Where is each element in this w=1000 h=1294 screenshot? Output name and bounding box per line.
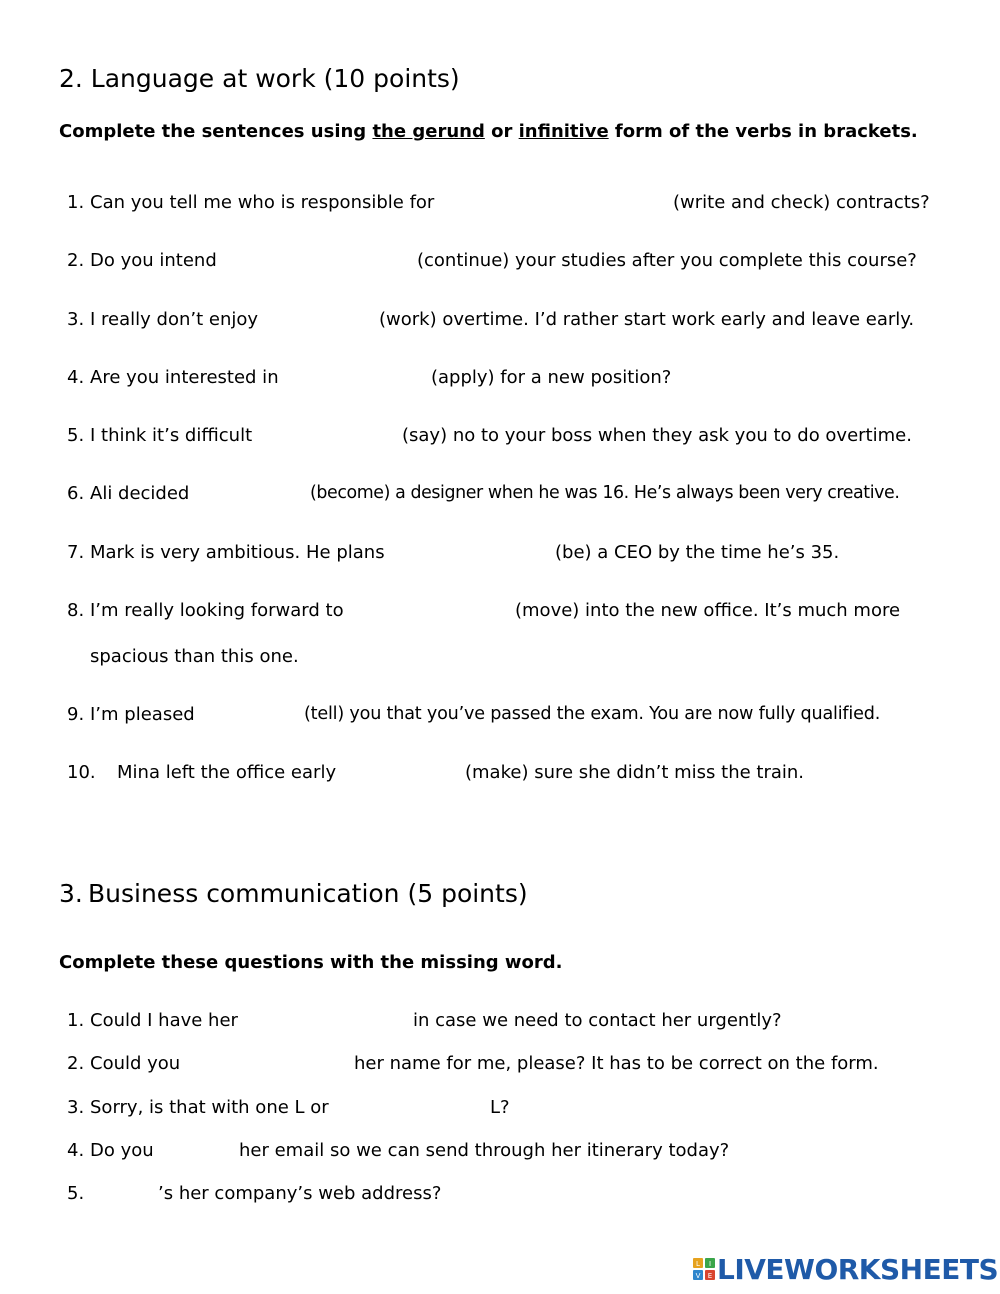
answer-input[interactable] <box>353 760 458 784</box>
answer-input[interactable] <box>462 190 667 214</box>
item-text-before: Could you <box>90 1053 181 1074</box>
item-text-after: (move) into the new office. It’s much more <box>515 600 901 621</box>
section-2-instruction <box>59 121 918 142</box>
item-text-before: Do you <box>90 1140 154 1161</box>
item-number: 2. <box>67 250 85 271</box>
item-text-after: L? <box>490 1097 510 1118</box>
answer-input[interactable] <box>272 423 396 447</box>
item-text-after: (be) a CEO by the time he’s 35. <box>555 542 840 563</box>
item-text-after: (work) overtime. I’d rather start work early and leave early. <box>379 309 915 330</box>
answer-input[interactable] <box>206 702 298 726</box>
item-number: 10. <box>67 762 96 783</box>
item-text-before: Mina left the office early <box>117 762 337 783</box>
item-text-after: (make) sure she didn’t miss the train. <box>465 762 805 783</box>
item-number: 1. <box>67 192 85 213</box>
answer-input[interactable] <box>192 1051 348 1075</box>
item-number: 3. <box>67 1097 85 1118</box>
item-text-after: in case we need to contact her urgently? <box>413 1010 782 1031</box>
item-number: 2. <box>67 1053 85 1074</box>
svg-text:E: E <box>707 1272 713 1280</box>
item-text-before: Sorry, is that with one L or <box>90 1097 329 1118</box>
item-text-before: Can you tell me who is responsible for <box>90 192 435 213</box>
item-text-after: (write and check) contracts? <box>673 192 930 213</box>
item-number: 4. <box>67 367 85 388</box>
item-text-before: Ali decided <box>90 483 190 504</box>
item-text-before: Are you interested in <box>90 367 279 388</box>
answer-input[interactable] <box>252 1008 406 1032</box>
item-number: 3. <box>67 309 85 330</box>
answer-input[interactable] <box>230 248 410 272</box>
item-text-before: Could I have her <box>90 1010 238 1031</box>
item-text-after: (apply) for a new position? <box>431 367 672 388</box>
item-text-after: (tell) you that you’ve passed the exam. You are now fully qualified. <box>304 704 881 724</box>
item-number: 4. <box>67 1140 85 1161</box>
instruction-text-3: form of the verbs in brackets. <box>608 121 918 142</box>
section-3-title <box>59 879 528 908</box>
item-text-after: her email so we can send through her itinerary today? <box>239 1140 730 1161</box>
item-number: 5. <box>67 1183 85 1204</box>
section-3-instruction: Complete these questions with the missing word. <box>59 952 563 973</box>
answer-input[interactable] <box>295 365 425 389</box>
answer-input[interactable] <box>348 1095 484 1119</box>
item-text-after: her name for me, please? It has to be correct on the form. <box>354 1053 879 1074</box>
liveworksheets-logo-icon <box>693 1258 715 1280</box>
answer-input[interactable] <box>90 1181 155 1205</box>
section-3-title-text: Business communication (5 points) <box>88 879 528 908</box>
instruction-text-2: or <box>484 121 519 142</box>
item-text-before: I think it’s difficult <box>90 425 253 446</box>
liveworksheets-logo[interactable] <box>693 1254 998 1284</box>
item-number: 9. <box>67 704 85 725</box>
item-text-before: I really don’t enjoy <box>90 309 259 330</box>
item-text-before: I’m pleased <box>90 704 195 725</box>
item-text-before: Do you intend <box>90 250 217 271</box>
instruction-gerund: the gerund <box>372 121 485 142</box>
item-number: 7. <box>67 542 85 563</box>
answer-input[interactable] <box>273 307 373 331</box>
section-3-number: 3. <box>59 879 83 908</box>
item-number: 6. <box>67 483 85 504</box>
instruction-infinitive: infinitive <box>518 121 609 142</box>
item-text-before: I’m really looking forward to <box>90 600 344 621</box>
answer-input[interactable] <box>163 1138 233 1162</box>
logo-text: LIVEWORKSHEETS <box>717 1252 999 1286</box>
answer-input[interactable] <box>367 598 509 622</box>
answer-input[interactable] <box>406 540 549 564</box>
item-number: 1. <box>67 1010 85 1031</box>
item-text-after: (say) no to your boss when they ask you to do overtime. <box>402 425 912 446</box>
item-number: 5. <box>67 425 85 446</box>
svg-text:I: I <box>708 1260 712 1268</box>
item-text-after: (continue) your studies after you complete this course? <box>417 250 917 271</box>
svg-text:L: L <box>696 1260 700 1268</box>
item-text-after: ’s her company’s web address? <box>158 1183 442 1204</box>
item-number: 8. <box>67 600 85 621</box>
section-2-title: 2. Language at work (10 points) <box>59 64 460 93</box>
instruction-text-1: Complete the sentences using <box>59 121 373 142</box>
item-text-after: (become) a designer when he was 16. He’s always been very creative. <box>310 483 900 503</box>
item-text-continued: spacious than this one. <box>90 646 299 667</box>
answer-input[interactable] <box>196 481 304 505</box>
svg-text:V: V <box>695 1272 701 1280</box>
item-text-before: Mark is very ambitious. He plans <box>90 542 385 563</box>
